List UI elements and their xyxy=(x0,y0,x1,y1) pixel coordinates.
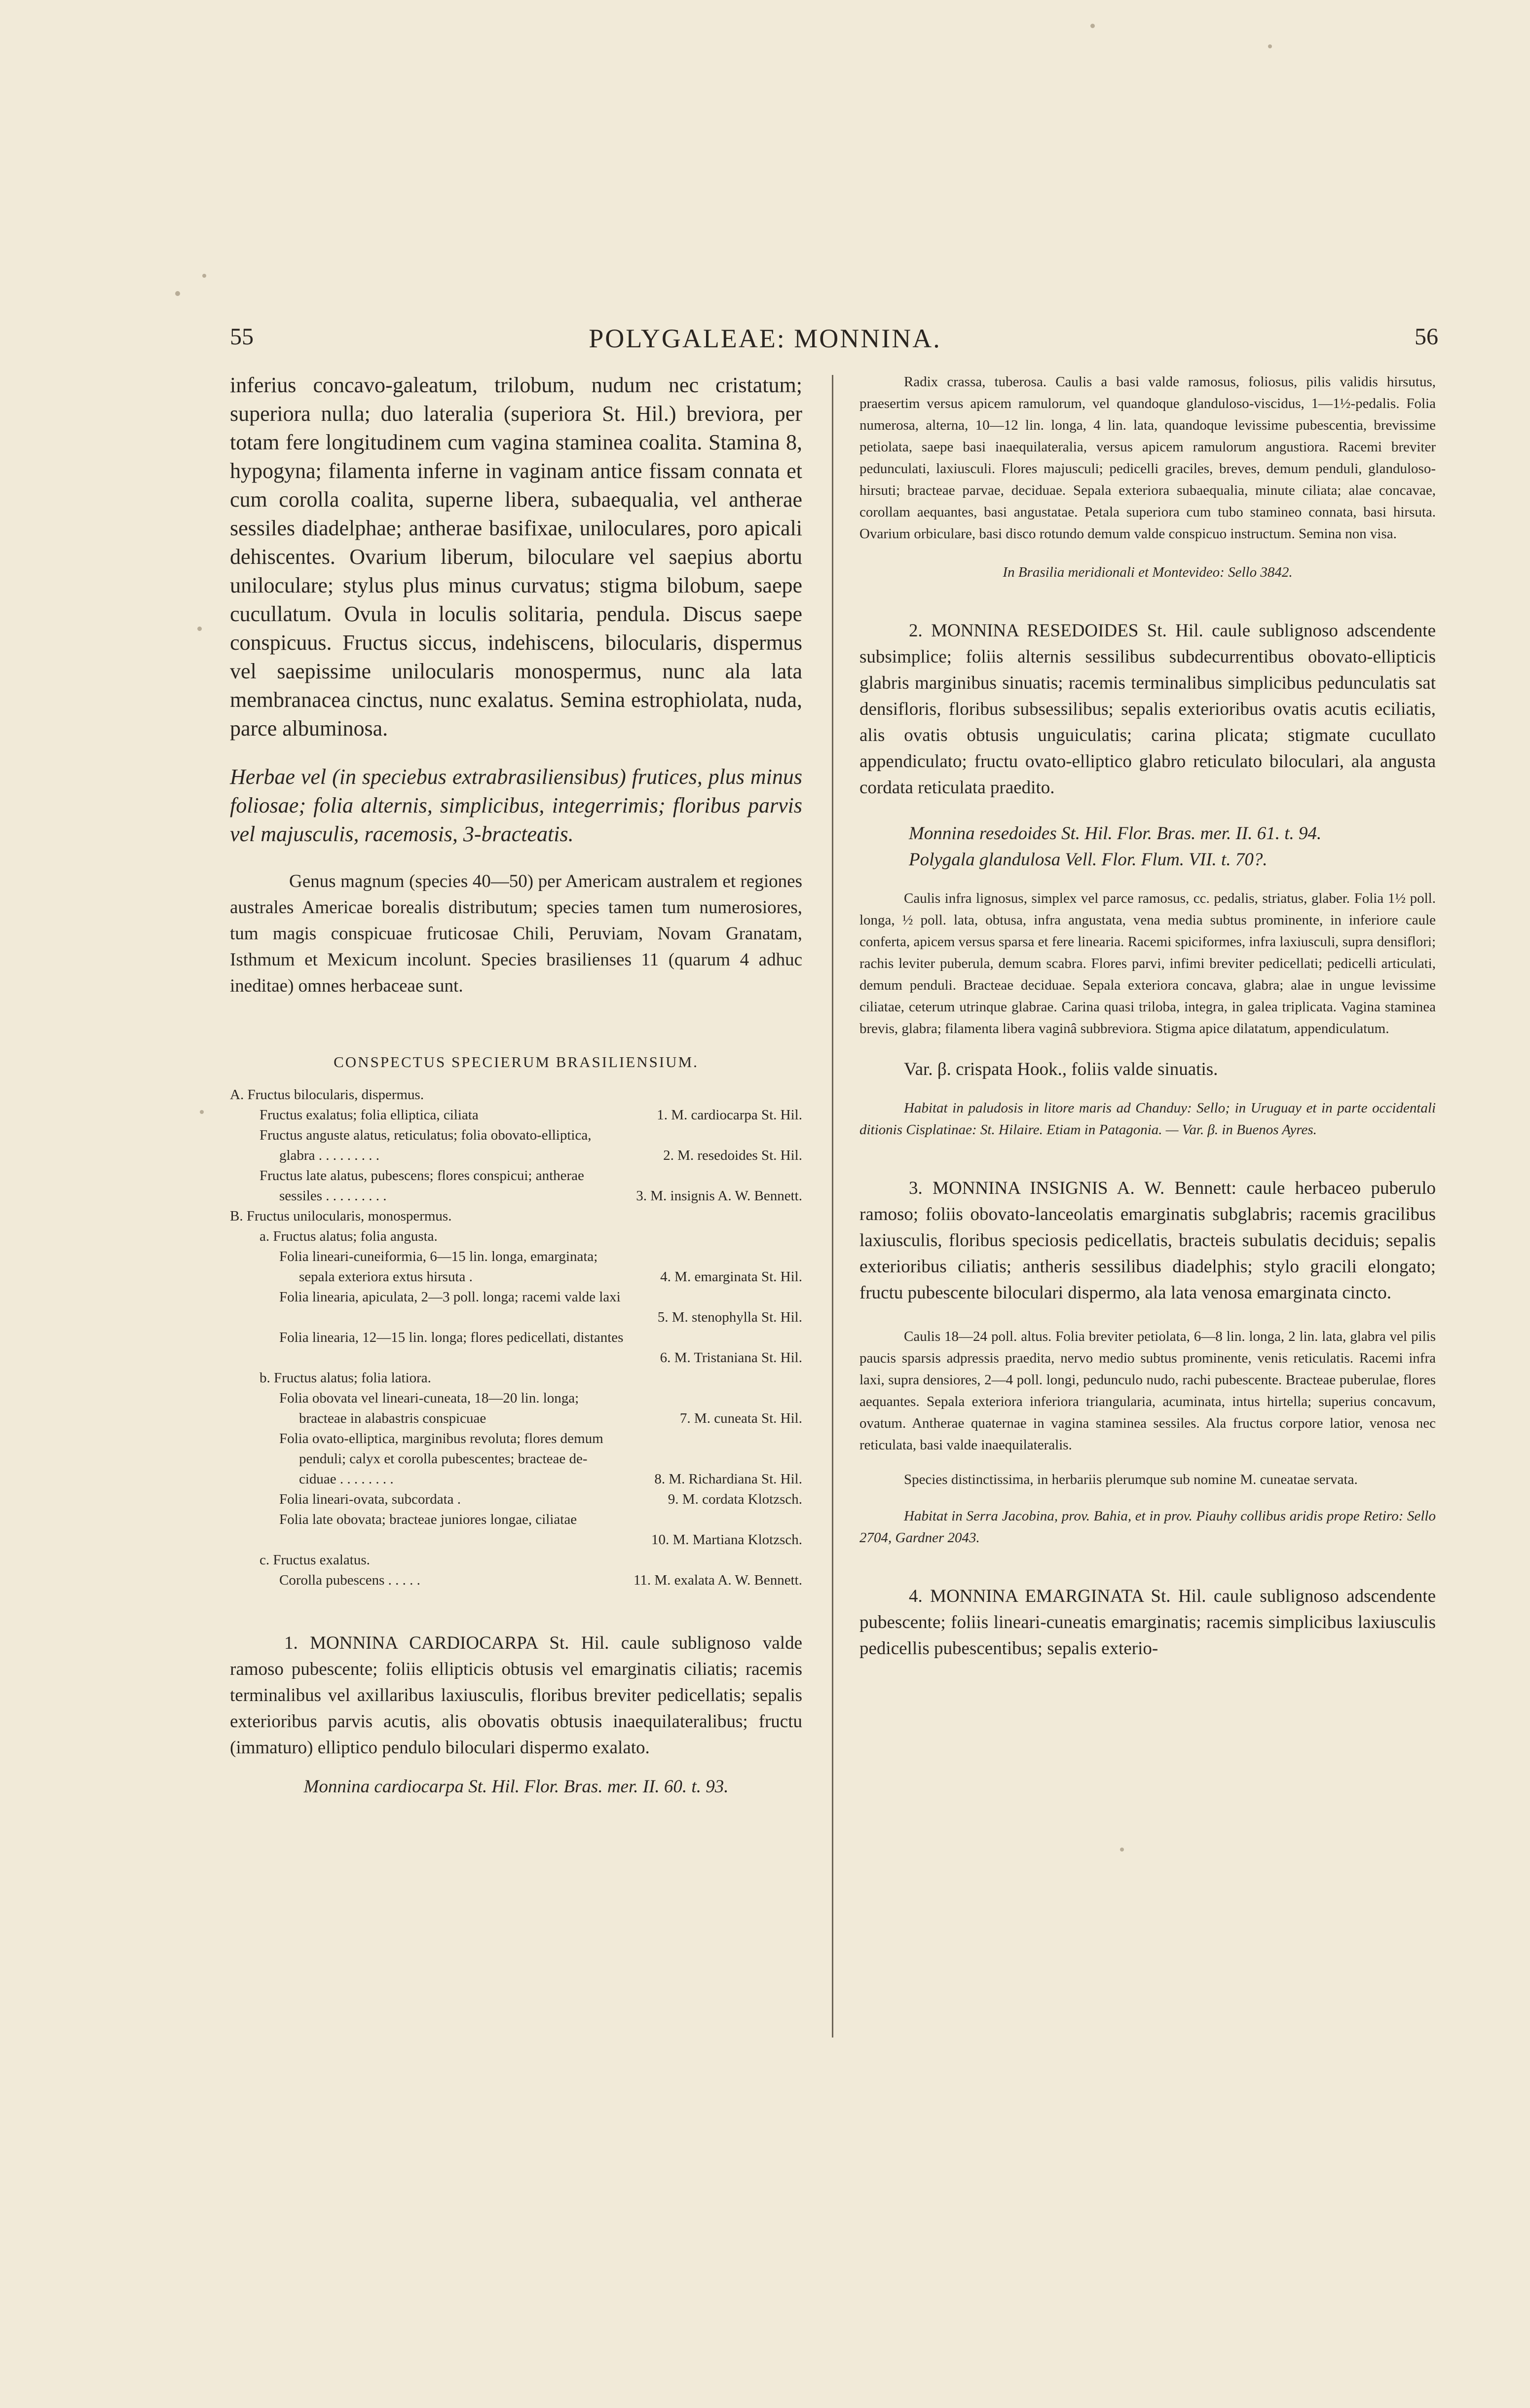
key-species: 8. M. Richardiana St. Hil. xyxy=(654,1471,802,1487)
key-line: penduli; calyx et corolla pubescentes; bracteae de- xyxy=(299,1451,588,1467)
key-line: Folia linearia, 12—15 lin. longa; flores pedicellati, distantes xyxy=(279,1330,624,1345)
species-3-habitat: Habitat in Serra Jacobina, prov. Bahia, et in prov. Piauhy collibus aridis prope Retiro: Sello 2704, Gardner 2043. xyxy=(859,1508,1436,1546)
key-line: Folia ovato-elliptica, marginibus revoluta; flores demum xyxy=(279,1431,603,1446)
species-1-reference: Monnina cardiocarpa St. Hil. Flor. Bras. mer. II. 60. t. 93. xyxy=(303,1777,729,1797)
column-divider xyxy=(832,375,833,2038)
foxing-spot xyxy=(175,291,180,296)
species-3-note: Species distinctissima, in herbariis plerumque sub nomine M. cuneatae servata. xyxy=(904,1472,1358,1487)
key-line: B. Fructus unilocularis, monospermus. xyxy=(230,1208,452,1224)
running-head: POLYGALEAE: MONNINA. xyxy=(589,324,941,353)
key-line: Fructus anguste alatus, reticulatus; folia obovato-elliptica, xyxy=(260,1127,592,1143)
key-text: Corolla pubescens . . . . . xyxy=(279,1572,420,1588)
species-4-diagnosis: 4. MONNINA EMARGINATA St. Hil. caule sublignoso adscendente pubescente; foliis lineari-cuneatis emarginatis; racemis simplicibus laxiusculis pedicellis pubescentibus; sepalis exterio- xyxy=(859,1586,1436,1659)
key-line: a. Fructus alatus; folia angusta. xyxy=(260,1228,438,1244)
key-line: Folia late obovata; bracteae juniores longae, ciliatae xyxy=(279,1512,577,1527)
key-line: Folia obovata vel lineari-cuneata, 18—20 lin. longa; xyxy=(279,1390,579,1406)
key-text: bracteae in alabastris conspicuae xyxy=(299,1410,486,1426)
key-line xyxy=(230,1570,802,1591)
key-line: Folia lineari-cuneiformia, 6—15 lin. longa, emarginata; xyxy=(279,1249,598,1264)
key-line xyxy=(230,1408,802,1429)
key-line xyxy=(230,1146,802,1166)
species-key xyxy=(230,1085,802,1591)
key-text: sessiles . . . . . . . . . xyxy=(279,1188,387,1204)
genus-distribution: Genus magnum (species 40—50) per Americam australem et regiones australes Americae borealis distributum; species tamen tum numerosiores, tum magis conspicuae fruticosae Chili, Peruviam, Novam Granatam, Isthmum et Mexicum incolunt. Species brasilienses 11 (quarum 4 adhuc ineditae) omnes herbaceae sunt. xyxy=(230,871,802,996)
key-species: 4. M. emarginata St. Hil. xyxy=(660,1269,802,1285)
page-number-left: 55 xyxy=(230,324,254,350)
species-2-description: Caulis infra lignosus, simplex vel parce ramosus, cc. pedalis, striatus, glaber. Folia 1½ poll. longa, ½ poll. lata, obtusa, infra angustata, vena media subtus prominente, in inferiore caule conferta, apicem versus sparsa et fere linearia. Racemi spiciformes, infra laxiusculi, supra densiflori; rachis leviter puberula, demum scabra. Flores parvi, infimi breviter pedicellati; pedicelli articulati, demum penduli. Bracteae deciduae. Sepala exteriora concava, glabra; alae in ungue levissime ciliatae, ceterum utrinque glabrae. Carina quasi triloba, integra, in galea triplicata. Vagina staminea brevis, glabra; filamenta libera vaginâ subbreviora. Stigma apice dilatatum, appendiculatum. xyxy=(859,890,1436,1037)
species-3-description: Caulis 18—24 poll. altus. Folia breviter petiolata, 6—8 lin. longa, 2 lin. lata, glabra vel pilis paucis sparsis adpressis praedita, nervo medio subtus prominente, venis reticulatis. Racemi infra laxi, supra densiores, 2—4 poll. longi, pedunculo nudo, rachi pubescente. Bracteae puberulae, flores aequantes. Sepala exteriora inferiora triangularia, acuminata, intus hirtella; superius concavum, ovatum. Antherae quaternae in vagina staminea sessiles. Ala fructus corpore latior, venosa nec reticulata, basi valde inaequilateralis. xyxy=(859,1329,1436,1453)
foxing-spot xyxy=(197,627,202,631)
key-text: ciduae . . . . . . . . xyxy=(299,1471,394,1487)
key-line: Fructus late alatus, pubescens; flores conspicui; antherae xyxy=(260,1168,584,1184)
species-2-diagnosis: 2. MONNINA RESEDOIDES St. Hil. caule sublignoso adscendente subsimplice; foliis alternis sessilibus subdecurrentibus obovato-ellipticis glabris marginibus sinuatis; racemis terminalibus simplicibus pedunculatis sat densifloris, floribus subsessilibus; sepalis exterioribus ovatis acutis eciliatis, alis ovatis obtusis unguiculatis; carina plicata; stigmate cucullato appendiculato; fructu ovato-elliptico glabro reticulato biloculari, ala angusta cordata reticulata praedito. xyxy=(859,621,1436,798)
habit-description: Herbae vel (in speciebus extrabrasiliensibus) frutices, plus minus foliosae; folia alternis, simplicibus, integerrimis; floribus parvis vel majusculis, racemosis, 3-bracteatis. xyxy=(230,765,802,846)
key-species: 2. M. resedoides St. Hil. xyxy=(663,1148,802,1163)
foxing-spot xyxy=(1090,24,1095,28)
key-species: 5. M. stenophylla St. Hil. xyxy=(657,1309,802,1325)
key-line: c. Fructus exalatus. xyxy=(260,1552,370,1568)
key-species: 11. M. exalata A. W. Bennett. xyxy=(633,1572,802,1588)
species-2-synonym: Polygala glandulosa Vell. Flor. Flum. VII. t. 70?. xyxy=(909,850,1268,870)
key-line xyxy=(230,1186,802,1206)
species-2-habitat: Habitat in paludosis in litore maris ad Chanduy: Sello; in Uruguay et in parte occidentali ditionis Cisplatinae: St. Hilaire. Etiam in Patagonia. — Var. β. in Buenos Ayres. xyxy=(859,1100,1436,1138)
key-species: 10. M. Martiana Klotzsch. xyxy=(651,1532,802,1548)
foxing-spot xyxy=(200,1110,204,1114)
foxing-spot xyxy=(1120,1848,1124,1852)
genus-description: inferius concavo-galeatum, trilobum, nudum nec cristatum; superiora nulla; duo lateralia (superiora St. Hil.) breviora, per totam fere longitudinem cum vagina staminea coalita. Stamina 8, hypogyna; filamenta inferne in vaginam antice fissam connata et cum corolla coalita, superne libera, subaequalia, vel antherae sessiles diadelphae; antherae basifixae, uniloculares, poro apicali dehiscentes. Ovarium liberum, biloculare vel saepius abortu uniloculare; stylus plus minus curvatus; stigma bilobum, saepe cucullatum. Ovula in loculis solitaria, pendula. Discus saepe conspicuus. Fructus siccus, indehiscens, bilocularis, dispermus vel saepissime unilocularis monospermus, nunc ala lata membranacea cinctus, nunc exalatus. Semina estrophiolata, nuda, parce albuminosa. xyxy=(230,373,802,741)
species-1-description: Radix crassa, tuberosa. Caulis a basi valde ramosus, foliosus, pilis validis hirsutus, praesertim versus apicem ramulorum, vel quandoque glanduloso-viscidus, 1—1½-pedalis. Folia numerosa, alterna, 10—12 lin. longa, 4 lin. lata, quandoque levissime pubescentia, brevissime petiolata, saepe basi inaequilateralia, versus apicem ramulorum angustiora. Racemi breviter pedunculati, laxiusculi. Flores majusculi; pedicelli graciles, breves, demum penduli, glanduloso-hirsuti; bracteae parvae, deciduae. Sepala exteriora subaequalia, minute ciliata; alae concavae, corollam aequantes, basi angustatae. Petala superiora cum tubo stamineo connata, basi hirsuta. Ovarium orbiculare, basi disco rotundo demum valde conspicuo instructum. Semina non visa. xyxy=(859,374,1436,542)
key-species: 6. M. Tristaniana St. Hil. xyxy=(660,1350,802,1366)
species-1-habitat: In Brasilia meridionali et Montevideo: Sello 3842. xyxy=(1003,564,1293,580)
key-species: 9. M. cordata Klotzsch. xyxy=(668,1491,802,1507)
right-column xyxy=(859,371,1436,1662)
key-text: Folia lineari-ovata, subcordata . xyxy=(279,1491,461,1507)
key-text: glabra . . . . . . . . . xyxy=(279,1148,379,1163)
key-species: 3. M. insignis A. W. Bennett. xyxy=(636,1188,802,1204)
key-line xyxy=(230,1469,802,1489)
key-text: Fructus exalatus; folia elliptica, ciliata xyxy=(260,1107,479,1123)
key-line xyxy=(230,1267,802,1287)
key-line: b. Fructus alatus; folia latiora. xyxy=(260,1370,431,1386)
key-species: 7. M. cuneata St. Hil. xyxy=(679,1410,802,1426)
key-line: Folia linearia, apiculata, 2—3 poll. longa; racemi valde laxi xyxy=(279,1289,621,1305)
foxing-spot xyxy=(202,274,206,278)
left-column xyxy=(230,371,802,1800)
key-line xyxy=(230,1105,802,1125)
key-line: A. Fructus bilocularis, dispermus. xyxy=(230,1087,424,1103)
key-line xyxy=(230,1489,802,1510)
foxing-spot xyxy=(1268,44,1272,48)
species-1-diagnosis: 1. MONNINA CARDIOCARPA St. Hil. caule sublignoso valde ramoso pubescente; foliis ellipticis obtusis vel emarginatis ciliatis; racemis terminalibus vel axillaribus laxiusculis, floribus breviter pedicellatis; sepalis exterioribus parvis acutis, alis obovatis obtusis inaequilateralibus; fructu (immaturo) elliptico pendulo biloculari dispermo exalato. xyxy=(230,1633,802,1758)
species-2-variety: Var. β. crispata Hook., foliis valde sinuatis. xyxy=(904,1059,1218,1079)
species-2-reference: Monnina resedoides St. Hil. Flor. Bras. mer. II. 61. t. 94. xyxy=(909,823,1322,844)
key-text: sepala exteriora extus hirsuta . xyxy=(299,1269,473,1285)
conspectus-title: CONSPECTUS SPECIERUM BRASILIENSIUM. xyxy=(334,1053,699,1071)
page-number-right: 56 xyxy=(1415,324,1438,350)
species-3-diagnosis: 3. MONNINA INSIGNIS A. W. Bennett: caule herbaceo puberulo ramoso; foliis obovato-lanceolatis emarginatis subglabris; racemis gracilibus laxiusculis, floribus speciosis pedicellatis, bracteis subulatis deciduis; sepalis exterioribus ciliatis; antheris sessilibus diadelphis; stylo gracili elongato; fructu pubescente biloculari dispermo, ala lata venosa emarginata cincto. xyxy=(859,1178,1436,1303)
key-species: 1. M. cardiocarpa St. Hil. xyxy=(657,1107,802,1123)
